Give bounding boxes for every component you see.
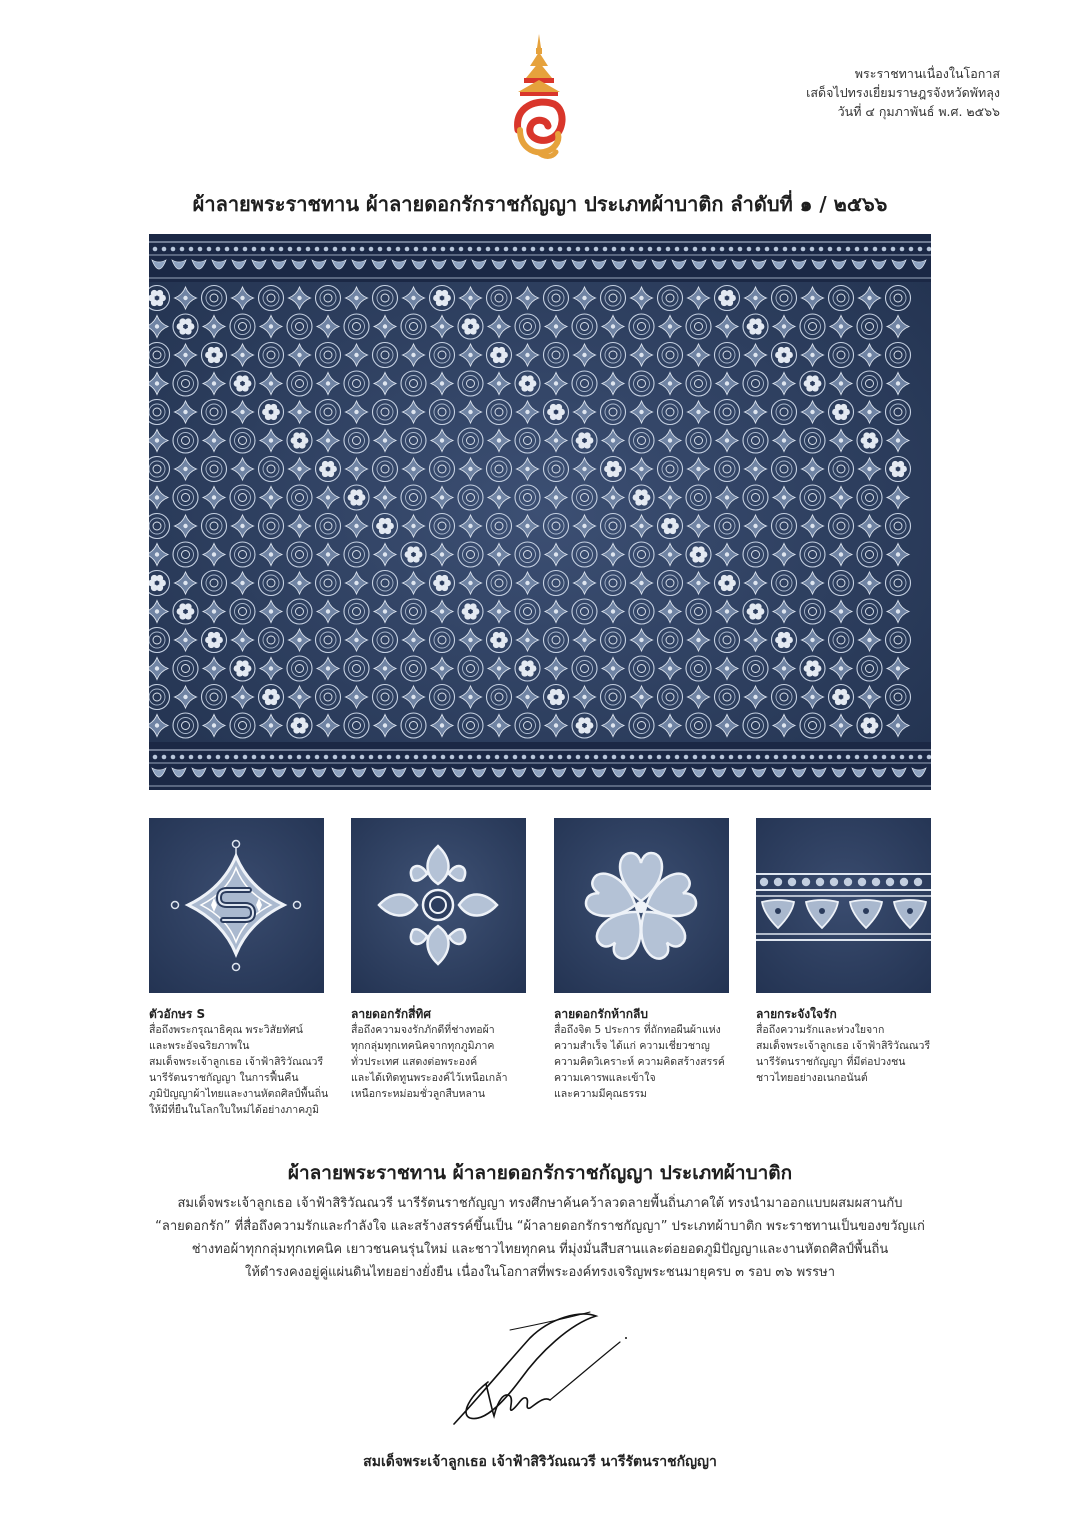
occasion-text xyxy=(806,64,1000,121)
caption-title: ลายดอกรักห้ากลีบ xyxy=(554,1007,648,1021)
section-line: ช่างทอผ้าทุกกลุ่มทุกเทคนิค เยาวชนคนรุ่นใหม่ และชาวไทยทุกคน ที่มุ่งมั่นสืบสานและต่อยอดภูมิปัญญาและงานหัตถศิลป์พื้นถิ่น xyxy=(191,1242,889,1257)
section-line: สมเด็จพระเจ้าลูกเธอ เจ้าฟ้าสิริวัณณวรี นารีรัตนราชกัญญา ทรงศึกษาค้นคว้าลวดลายพื้นถิ่นภาคใต้ ทรงนำมาออกแบบผสมผสานกับ xyxy=(177,1196,903,1211)
caption-line: และความมีคุณธรรม xyxy=(554,1088,647,1100)
caption-four-direction-flower xyxy=(351,1006,546,1102)
occasion-line: เสด็จไปทรงเยี่ยมราษฎรจังหวัดพัทลุง xyxy=(806,85,1000,100)
motif-tile-five-petal-flower xyxy=(554,818,729,993)
caption-line: นารีรัตนราชกัญญา ในการฟื้นคืน xyxy=(149,1072,299,1084)
section-body xyxy=(0,1192,1080,1284)
motif-tile-s-letter xyxy=(149,818,324,993)
caption-line: สื่อถึงพระกรุณาธิคุณ พระวิสัยทัศน์ xyxy=(149,1024,303,1036)
royal-emblem-logo xyxy=(508,34,570,162)
page-title: ผ้าลายพระราชทาน ผ้าลายดอกรักราชกัญญา ประเภทผ้าบาติก ลำดับที่ ๑ / ๒๕๖๖ xyxy=(192,192,888,216)
caption-line: สื่อถึงจิต 5 ประการ ที่ถักทอผืนผ้าแห่ง xyxy=(554,1024,721,1036)
section-title: ผ้าลายพระราชทาน ผ้าลายดอกรักราชกัญญา ประเภทผ้าบาติก xyxy=(287,1162,793,1184)
section-line: ให้ดำรงคงอยู่คู่แผ่นดินไทยอย่างยั่งยืน เนื่องในโอกาสที่พระองค์ทรงเจริญพระชนมายุครบ ๓ รอบ ๓๖ พรรษา xyxy=(244,1265,835,1280)
caption-line: เหนือกระหม่อมชั่วลูกสืบหลาน xyxy=(351,1088,486,1100)
caption-line: สื่อถึงความรักและห่วงใยจาก xyxy=(756,1024,885,1036)
caption-line: ให้มีที่ยืนในโลกใบใหม่ได้อย่างภาคภูมิ xyxy=(149,1104,319,1116)
motif-tile-four-direction-flower xyxy=(351,818,526,993)
caption-line: สื่อถึงความจงรักภักดีที่ช่างทอผ้า xyxy=(351,1024,495,1036)
caption-line: สมเด็จพระเจ้าลูกเธอ เจ้าฟ้าสิริวัณณวรี xyxy=(149,1056,324,1068)
caption-title: ลายดอกรักสี่ทิศ xyxy=(351,1007,431,1021)
caption-five-petal-flower xyxy=(554,1006,749,1102)
caption-line: สมเด็จพระเจ้าลูกเธอ เจ้าฟ้าสิริวัณณวรี xyxy=(756,1040,931,1052)
motif-tile-kranok-border xyxy=(756,818,931,993)
caption-line: และพระอัจฉริยภาพใน xyxy=(149,1040,250,1052)
caption-line: ความสำเร็จ ได้แก่ ความเชี่ยวชาญ xyxy=(554,1040,710,1052)
caption-kranok-border xyxy=(756,1006,951,1086)
caption-title: ตัวอักษร S xyxy=(149,1007,206,1021)
signature-image xyxy=(440,1300,640,1435)
fabric-pattern-image xyxy=(149,234,931,790)
caption-line: นารีรัตนราชกัญญา ที่มีต่อปวงชน xyxy=(756,1056,906,1068)
signer-name: สมเด็จพระเจ้าลูกเธอ เจ้าฟ้าสิริวัณณวรี นารีรัตนราชกัญญา xyxy=(363,1454,717,1470)
section-line: “ลายดอกรัก” ที่สื่อถึงความรักและกำลังใจ และสร้างสรรค์ขึ้นเป็น “ผ้าลายดอกรักราชกัญญา” ประเภทผ้าบาติก พระราชทานเป็นของขวัญแก่ xyxy=(155,1219,925,1234)
caption-line: ชาวไทยอย่างอเนกอนันต์ xyxy=(756,1072,868,1084)
occasion-line: วันที่ ๔ กุมภาพันธ์ พ.ศ. ๒๕๖๖ xyxy=(837,104,1000,119)
caption-line: ทุกกลุ่มทุกเทคนิคจากทุกภูมิภาค xyxy=(351,1040,495,1052)
caption-title: ลายกระจังใจรัก xyxy=(756,1007,837,1021)
caption-line: และได้เทิดทูนพระองค์ไว้เหนือเกล้า xyxy=(351,1072,508,1084)
motif-tiles xyxy=(149,818,931,993)
caption-line: ความเคารพและเข้าใจ xyxy=(554,1072,656,1084)
caption-line: ทั่วประเทศ แสดงต่อพระองค์ xyxy=(351,1056,478,1068)
occasion-line: พระราชทานเนื่องในโอกาส xyxy=(854,66,1000,81)
caption-s-letter xyxy=(149,1006,344,1118)
caption-line: ความคิดวิเคราะห์ ความคิดสร้างสรรค์ xyxy=(554,1056,725,1068)
caption-line: ภูมิปัญญาผ้าไทยและงานหัตถศิลป์พื้นถิ่น xyxy=(149,1088,329,1100)
